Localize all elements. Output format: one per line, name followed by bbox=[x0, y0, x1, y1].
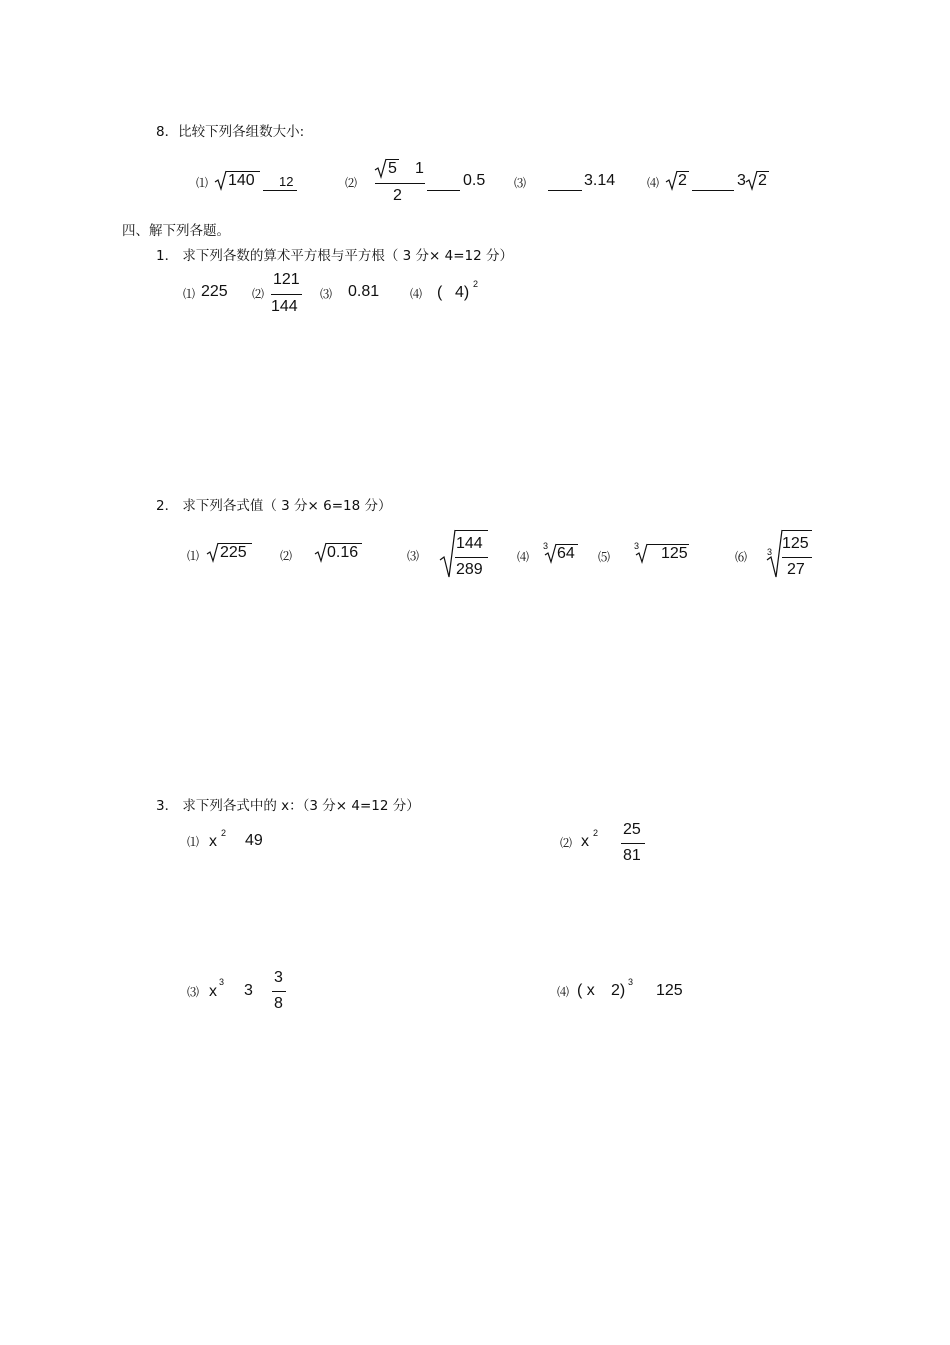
q3-item2-label: ⑵ bbox=[560, 836, 573, 850]
q2-item2-radicand: 0.16 bbox=[327, 544, 359, 561]
q3-item1-label: ⑴ bbox=[187, 835, 200, 849]
radical-sign-icon bbox=[767, 530, 783, 578]
q1-item2-numerator: 121 bbox=[273, 271, 300, 288]
q3-item3-denominator: 8 bbox=[274, 995, 283, 1012]
q2-item5-index: 3 bbox=[634, 541, 640, 551]
q3-item3-var: x bbox=[209, 983, 217, 1000]
q2-item1-label: ⑴ bbox=[187, 549, 200, 563]
q8-p4-radicand-left: 2 bbox=[678, 172, 687, 189]
q8-p3-right: 3.14 bbox=[584, 172, 616, 189]
q3-item4-exp: 3 bbox=[628, 977, 634, 987]
q2-item5-radicand: 125 bbox=[661, 545, 688, 562]
fraction-bar bbox=[621, 843, 645, 844]
q1-item2-label: ⑵ bbox=[252, 287, 265, 301]
answer-blank[interactable] bbox=[692, 190, 734, 191]
section4-title: 四、解下列各题。 bbox=[122, 223, 230, 239]
q3-title: 3． 求下列各式中的 x：（3 分× 4=12 分） bbox=[156, 798, 420, 814]
q2-item1-radicand: 225 bbox=[220, 544, 247, 561]
radical-sign-icon bbox=[315, 543, 327, 563]
q8-p1-right: 12 bbox=[279, 174, 294, 189]
q2-item4-label: ⑷ bbox=[517, 550, 530, 564]
fraction-bar bbox=[782, 557, 812, 558]
radical-sign-icon bbox=[207, 543, 219, 563]
radical-sign-icon bbox=[636, 544, 648, 564]
q3-item3-label: ⑶ bbox=[187, 985, 200, 999]
radical-sign-icon bbox=[375, 159, 387, 179]
q2-item6-index: 3 bbox=[767, 547, 773, 557]
q3-item2-var: x bbox=[581, 833, 589, 850]
q3-item1-exp: 2 bbox=[221, 828, 227, 838]
q3-item3-numerator: 3 bbox=[274, 969, 283, 986]
q8-p4-coef-right: 3 bbox=[737, 172, 746, 189]
q2-item4-radicand: 64 bbox=[557, 545, 575, 562]
q1-item4-exp: 2 bbox=[473, 279, 479, 289]
q3-item4-inner: 2) bbox=[611, 982, 626, 999]
vinculum bbox=[782, 530, 812, 531]
q8-p1-label: ⑴ bbox=[196, 176, 209, 190]
fraction-bar bbox=[455, 557, 488, 558]
answer-blank[interactable] bbox=[548, 190, 582, 191]
q8-p2-radicand: 5 bbox=[388, 160, 397, 177]
q1-item4-open: ( bbox=[437, 284, 443, 301]
q8-p2-label: ⑵ bbox=[345, 176, 358, 190]
q8-p3-label: ⑶ bbox=[514, 176, 527, 190]
q8-p2-minus-term: 1 bbox=[415, 160, 424, 177]
radical-sign-icon bbox=[666, 171, 678, 191]
fraction-bar bbox=[271, 294, 302, 295]
q8-p2-denominator: 2 bbox=[393, 187, 402, 204]
answer-blank[interactable] bbox=[427, 190, 460, 191]
q1-item4-label: ⑷ bbox=[410, 287, 423, 301]
radical-sign-icon bbox=[440, 530, 456, 578]
vinculum bbox=[455, 530, 488, 531]
q1-item2-denominator: 144 bbox=[271, 298, 298, 315]
radical-sign-icon bbox=[545, 544, 557, 564]
q2-item2-label: ⑵ bbox=[280, 549, 293, 563]
q3-item4-label: ⑷ bbox=[557, 985, 570, 999]
q1-item3-value: 0.81 bbox=[348, 283, 380, 300]
fraction-bar bbox=[375, 183, 425, 184]
q2-item6-numerator: 125 bbox=[782, 535, 809, 552]
q3-item2-denominator: 81 bbox=[623, 847, 641, 864]
q2-item6-denominator: 27 bbox=[787, 561, 805, 578]
q2-item6-label: ⑹ bbox=[735, 550, 748, 564]
q2-item3-numerator: 144 bbox=[456, 535, 483, 552]
q3-item3-exp: 3 bbox=[219, 977, 225, 987]
q1-title: 1． 求下列各数的算术平方根与平方根（ 3 分× 4=12 分） bbox=[156, 248, 514, 264]
q3-item1-var: x bbox=[209, 833, 217, 850]
q8-p1-radicand: 140 bbox=[228, 172, 255, 189]
q3-item3-rhs: 3 bbox=[244, 982, 253, 999]
q8-p4-radicand-right: 2 bbox=[758, 172, 767, 189]
q2-title: 2． 求下列各式值（ 3 分× 6=18 分） bbox=[156, 498, 392, 514]
fraction-bar bbox=[272, 991, 286, 992]
q8-p2-right: 0.5 bbox=[463, 172, 486, 189]
radical-sign-icon bbox=[746, 171, 758, 191]
q3-item4-rhs: 125 bbox=[656, 982, 683, 999]
q1-item3-label: ⑶ bbox=[320, 287, 333, 301]
q3-item4-open: ( x bbox=[577, 982, 595, 999]
q2-item3-denominator: 289 bbox=[456, 561, 483, 578]
q1-item1-value: 225 bbox=[201, 283, 228, 300]
q1-item1-label: ⑴ bbox=[183, 287, 196, 301]
q3-item2-exp: 2 bbox=[593, 828, 599, 838]
q3-item2-numerator: 25 bbox=[623, 821, 641, 838]
q8-title: 8．比较下列各组数大小: bbox=[156, 124, 305, 140]
q8-p4-label: ⑷ bbox=[647, 176, 660, 190]
answer-blank[interactable] bbox=[263, 190, 297, 191]
q3-item1-rhs: 49 bbox=[245, 832, 263, 849]
radical-sign-icon bbox=[215, 171, 227, 191]
q2-item5-label: ⑸ bbox=[598, 550, 611, 564]
q1-item4-value: 4) bbox=[455, 284, 470, 301]
q2-item4-index: 3 bbox=[543, 541, 549, 551]
q2-item3-label: ⑶ bbox=[407, 549, 420, 563]
